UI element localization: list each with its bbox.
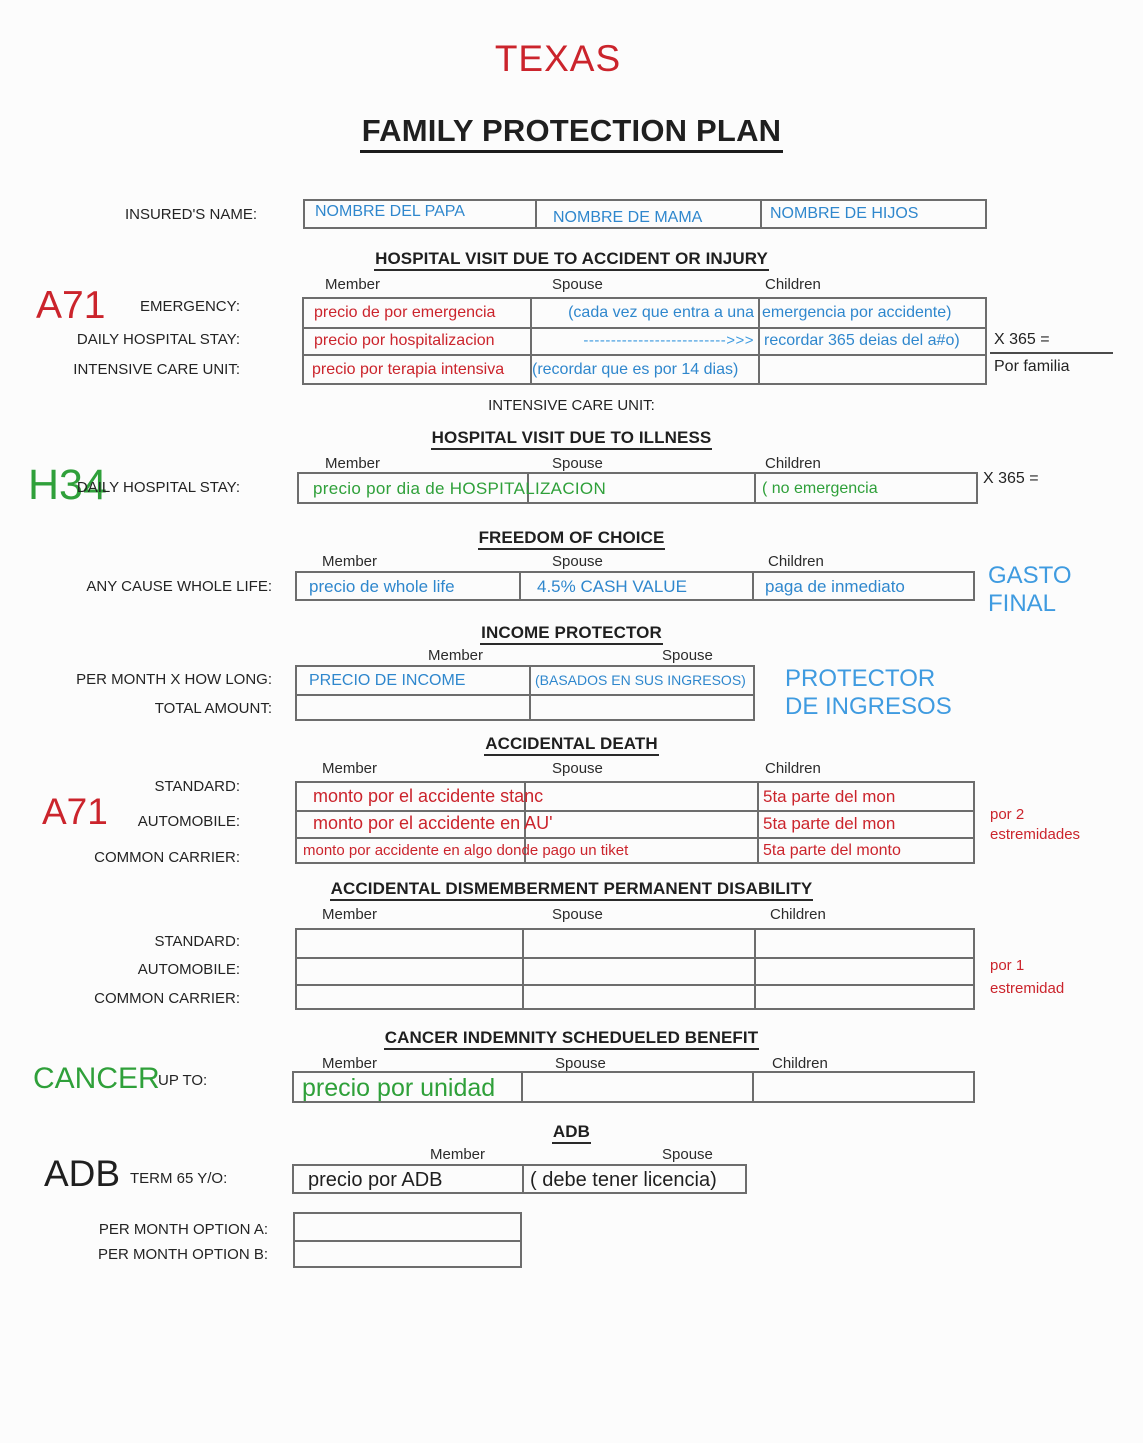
divider xyxy=(535,201,537,227)
col-member: Member xyxy=(322,760,378,777)
per-month-options-table xyxy=(293,1212,522,1268)
col-member: Member xyxy=(430,1146,486,1163)
whole-life-spouse-field[interactable]: 4.5% CASH VALUE xyxy=(537,577,687,596)
col-spouse: Spouse xyxy=(552,553,603,570)
plan-code-a71: A71 xyxy=(36,284,106,327)
dismember-standard-member-field[interactable] xyxy=(297,930,522,957)
any-cause-whole-life-label: ANY CAUSE WHOLE LIFE: xyxy=(86,578,272,595)
section-heading-accident: HOSPITAL VISIT DUE TO ACCIDENT OR INJURY xyxy=(0,249,1143,269)
plan-code-a71: A71 xyxy=(42,791,108,832)
section-heading-cancer: CANCER INDEMNITY SCHEDUELED BENEFIT xyxy=(0,1028,1143,1048)
freedom-table xyxy=(295,571,975,601)
death-automobile-field[interactable]: monto por el accidente en AU' xyxy=(313,813,553,833)
automobile-label: AUTOMOBILE: xyxy=(137,961,240,978)
section-heading-freedom: FREEDOM OF CHOICE xyxy=(0,528,1143,548)
accident-table xyxy=(302,297,987,385)
emergency-member-field[interactable]: precio de por emergencia xyxy=(314,304,496,321)
daily-spouse-field[interactable]: -------------------------->>> xyxy=(583,332,754,349)
adb-table xyxy=(292,1164,747,1194)
income-member-field[interactable]: PRECIO DE INCOME xyxy=(309,672,466,689)
icu-member-field[interactable]: precio por terapia intensiva xyxy=(312,361,505,378)
daily-member-field[interactable]: precio por hospitalizacion xyxy=(314,332,495,349)
insured-name-label: INSURED'S NAME: xyxy=(124,206,257,223)
death-standard-field[interactable]: monto por el accidente stanc xyxy=(313,786,544,806)
x365-note: X 365 = xyxy=(983,470,1039,487)
cancer-member-field[interactable]: precio por unidad xyxy=(302,1074,496,1102)
divider xyxy=(990,352,1113,354)
por-1-note-line1: por 1 xyxy=(990,957,1025,974)
col-spouse: Spouse xyxy=(552,906,603,923)
common-carrier-label: COMMON CARRIER: xyxy=(94,849,240,866)
col-member: Member xyxy=(322,906,378,923)
dismember-carrier-spouse-field[interactable] xyxy=(524,986,752,1010)
section-heading-dismemberment: ACCIDENTAL DISMEMBERMENT PERMANENT DISABILITY xyxy=(0,879,1143,899)
page-subtitle: FAMILY PROTECTION PLAN xyxy=(0,113,1143,149)
plan-code-cancer: CANCER xyxy=(33,1062,160,1095)
insured-mama-field[interactable]: NOMBRE DE MAMA xyxy=(553,209,703,226)
col-children: Children xyxy=(765,760,821,777)
adb-spouse-field[interactable]: ( debe tener licencia) xyxy=(530,1169,717,1191)
col-spouse: Spouse xyxy=(555,1055,606,1072)
x365-note: X 365 = xyxy=(994,331,1050,348)
divider xyxy=(760,201,762,227)
death-automobile-children-field[interactable]: 5ta parte del mon xyxy=(763,814,896,833)
income-table xyxy=(295,665,755,721)
col-member: Member xyxy=(322,1055,378,1072)
dismember-carrier-children-field[interactable] xyxy=(756,986,973,1010)
death-standard-children-field[interactable]: 5ta parte del mon xyxy=(763,787,896,806)
divider xyxy=(757,783,759,862)
col-children: Children xyxy=(765,455,821,472)
icu-spouse-field[interactable]: (recordar que es por 14 dias) xyxy=(532,361,739,378)
dismember-automobile-children-field[interactable] xyxy=(756,959,973,984)
por-familia-note: Por familia xyxy=(994,358,1070,375)
total-amount-spouse-field[interactable] xyxy=(531,696,755,721)
insured-name-table xyxy=(303,199,987,229)
standard-label: STANDARD: xyxy=(154,778,240,795)
standard-label: STANDARD: xyxy=(154,933,240,950)
col-member: Member xyxy=(325,455,381,472)
up-to-label: UP TO: xyxy=(158,1072,208,1089)
accidental-death-table xyxy=(295,781,975,864)
death-carrier-children-field[interactable]: 5ta parte del monto xyxy=(763,842,901,859)
col-spouse: Spouse xyxy=(662,647,713,664)
protector-note-line1: PROTECTOR xyxy=(785,665,936,692)
illness-children-field[interactable]: ( no emergencia xyxy=(762,480,878,497)
dismemberment-table xyxy=(295,928,975,1010)
dismember-automobile-spouse-field[interactable] xyxy=(524,959,752,984)
daily-hospital-stay-label: DAILY HOSPITAL STAY: xyxy=(76,479,240,496)
daily-children-field[interactable]: recordar 365 deias del a#o) xyxy=(764,332,960,349)
dismember-standard-children-field[interactable] xyxy=(756,930,973,957)
gasto-final-note-line1: GASTO xyxy=(988,562,1072,589)
por-2-note-line2: estremidades xyxy=(990,826,1081,843)
col-children: Children xyxy=(770,906,826,923)
per-month-option-b-label: PER MONTH OPTION B: xyxy=(97,1246,268,1263)
plan-code-adb: ADB xyxy=(44,1153,121,1194)
death-carrier-field[interactable]: monto por accidente en algo donde pago un tiket xyxy=(303,842,629,859)
col-spouse: Spouse xyxy=(552,760,603,777)
page-title: TEXAS xyxy=(494,38,622,79)
icu-footnote: INTENSIVE CARE UNIT: xyxy=(488,397,655,414)
col-children: Children xyxy=(772,1055,828,1072)
emergency-children-field[interactable]: emergencia por accidente) xyxy=(762,304,952,321)
divider xyxy=(754,474,756,502)
daily-hospital-stay-label: DAILY HOSPITAL STAY: xyxy=(76,331,240,348)
automobile-label: AUTOMOBILE: xyxy=(137,813,240,830)
adb-member-field[interactable]: precio por ADB xyxy=(308,1169,443,1191)
illness-table xyxy=(297,472,978,504)
divider xyxy=(519,573,521,599)
insured-hijos-field[interactable]: NOMBRE DE HIJOS xyxy=(770,205,919,222)
col-member: Member xyxy=(325,276,381,293)
icu-children-field[interactable] xyxy=(760,356,987,385)
col-children: Children xyxy=(768,553,824,570)
plan-code-h34: H34 xyxy=(28,461,107,509)
term-65-label: TERM 65 Y/O: xyxy=(130,1170,228,1187)
col-spouse: Spouse xyxy=(552,455,603,472)
per-month-option-a-label: PER MONTH OPTION A: xyxy=(98,1221,268,1238)
section-heading-income: INCOME PROTECTOR xyxy=(0,623,1143,643)
col-member: Member xyxy=(322,553,378,570)
gasto-final-note-line2: FINAL xyxy=(988,590,1057,617)
col-member: Member xyxy=(428,647,484,664)
emergency-label: EMERGENCY: xyxy=(139,298,240,315)
common-carrier-label: COMMON CARRIER: xyxy=(94,990,240,1007)
whole-life-member-field[interactable]: precio de whole life xyxy=(309,577,455,596)
cancer-children-field[interactable] xyxy=(754,1073,975,1103)
intensive-care-label: INTENSIVE CARE UNIT: xyxy=(73,361,240,378)
whole-life-children-field[interactable]: paga de inmediato xyxy=(765,577,905,596)
illness-member-field[interactable]: precio por dia de HOSPITALIZACION xyxy=(313,479,607,498)
dismember-carrier-member-field[interactable] xyxy=(297,986,522,1010)
protector-note-line2: DE INGRESOS xyxy=(785,693,952,720)
total-amount-member-field[interactable] xyxy=(297,696,527,721)
section-heading-accidental-death: ACCIDENTAL DEATH xyxy=(0,734,1143,754)
dismember-automobile-member-field[interactable] xyxy=(297,959,522,984)
divider xyxy=(752,573,754,599)
col-spouse: Spouse xyxy=(552,276,603,293)
income-spouse-field[interactable]: (BASADOS EN SUS INGRESOS) xyxy=(535,672,746,688)
option-b-field[interactable] xyxy=(295,1242,520,1266)
section-heading-illness: HOSPITAL VISIT DUE TO ILLNESS xyxy=(0,428,1143,448)
section-heading-adb: ADB xyxy=(0,1122,1143,1142)
divider xyxy=(522,1166,524,1192)
total-amount-label: TOTAL AMOUNT: xyxy=(154,700,272,717)
per-month-how-long-label: PER MONTH X HOW LONG: xyxy=(76,671,272,688)
emergency-spouse-field[interactable]: (cada vez que entra a una xyxy=(568,304,754,321)
col-children: Children xyxy=(765,276,821,293)
col-spouse: Spouse xyxy=(662,1146,713,1163)
insured-papa-field[interactable]: NOMBRE DEL PAPA xyxy=(315,203,465,220)
cancer-table xyxy=(292,1071,975,1103)
cancer-spouse-field[interactable] xyxy=(523,1073,752,1103)
por-1-note-line2: estremidad xyxy=(990,980,1065,997)
dismember-standard-spouse-field[interactable] xyxy=(524,930,752,957)
por-2-note-line1: por 2 xyxy=(990,806,1025,823)
option-a-field[interactable] xyxy=(295,1214,520,1240)
